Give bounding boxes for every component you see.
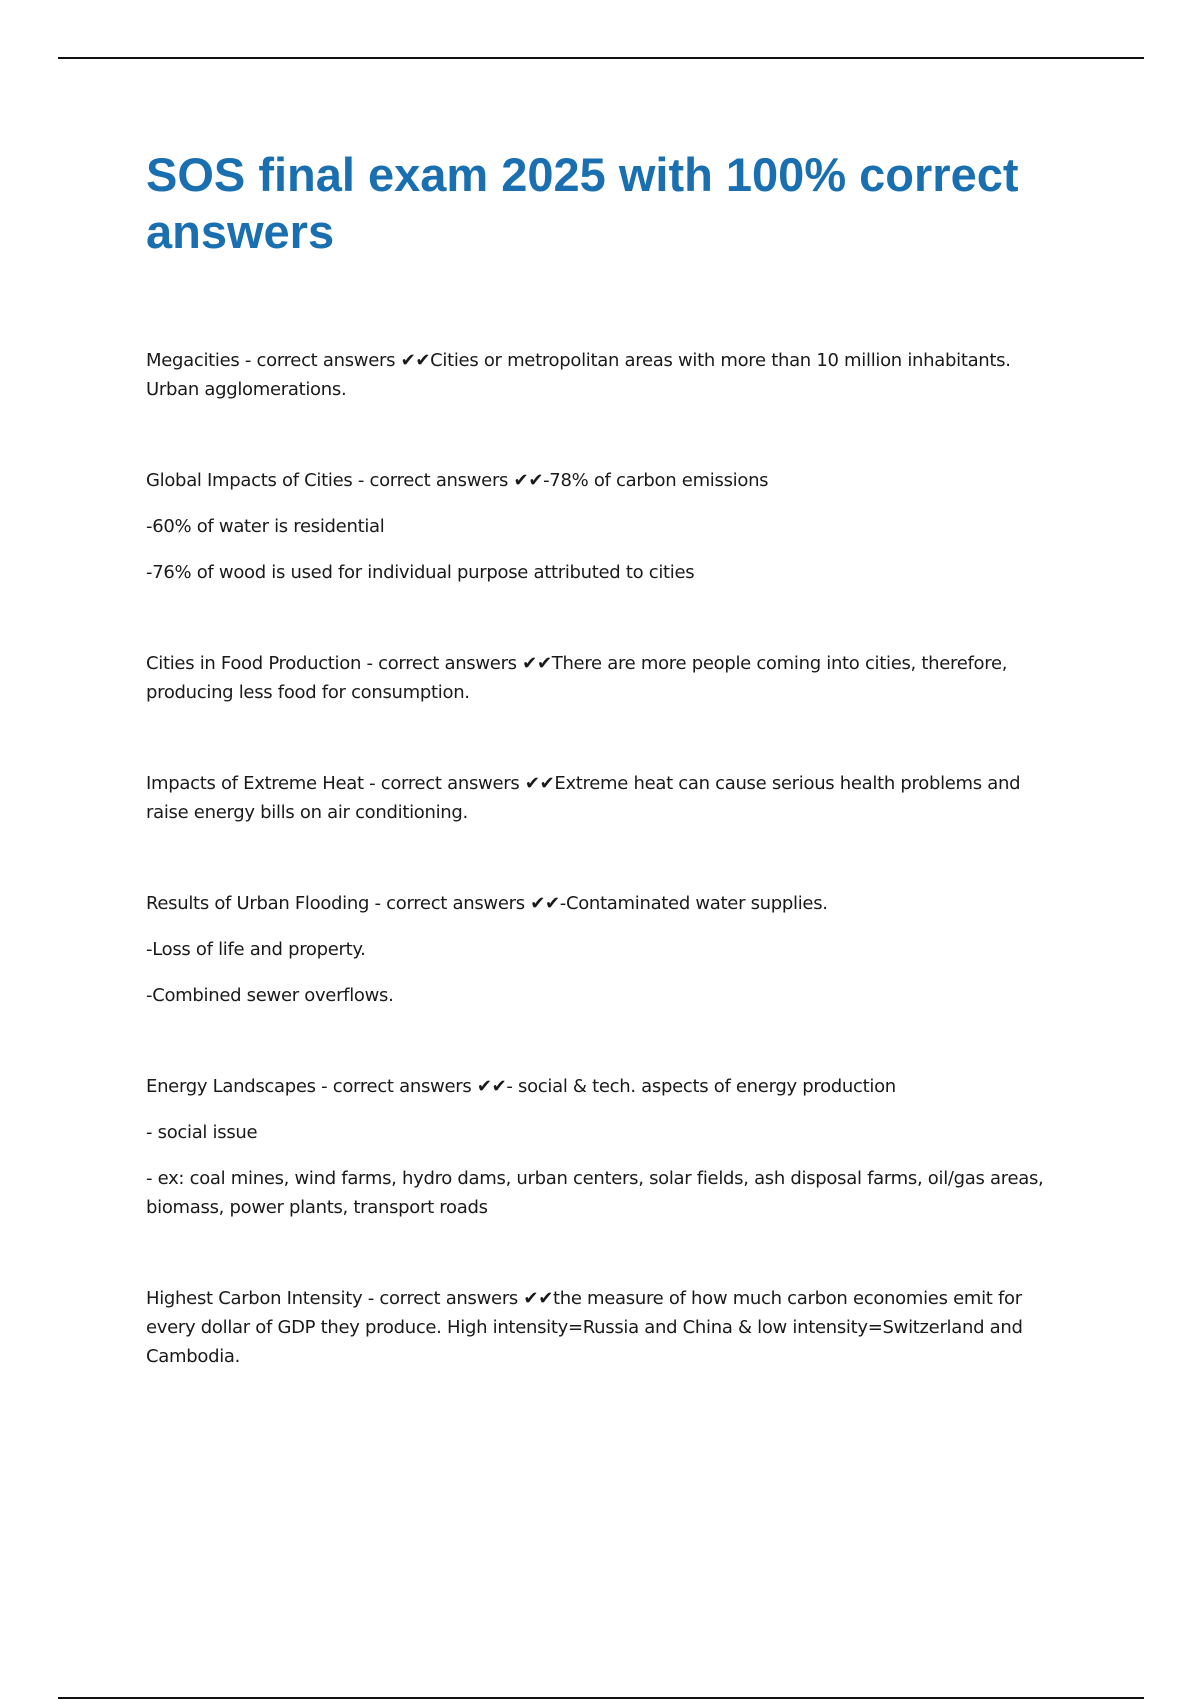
entry-results-of-urban-flooding — [146, 889, 1066, 1010]
entry-text: -76% of wood is used for individual purpose attributed to cities — [146, 562, 695, 583]
entry-megacities — [146, 346, 1066, 404]
entry-text: - social issue — [146, 1122, 258, 1143]
entry-text: -Loss of life and property. — [146, 939, 366, 960]
entry-text: Impacts of Extreme Heat - correct answers ✔✔Extreme heat can cause serious health problems and raise energy bills on air conditioning. — [146, 773, 1021, 823]
header-rule — [58, 57, 1144, 59]
entry-text: Results of Urban Flooding - correct answers ✔✔-Contaminated water supplies. — [146, 893, 828, 914]
entry-text: Global Impacts of Cities - correct answers ✔✔-78% of carbon emissions — [146, 470, 769, 491]
entry-text: Highest Carbon Intensity - correct answers ✔✔the measure of how much carbon economies emit for every dollar of GDP they produce. High intensity=Russia and China & low intensity=Switzerland and Cambodia. — [146, 1288, 1023, 1367]
entry-text: -60% of water is residential — [146, 516, 385, 537]
entry-cities-in-food-production — [146, 649, 1066, 707]
entry-text: Megacities - correct answers ✔✔Cities or metropolitan areas with more than 10 million inhabitants. Urban agglomerations. — [146, 350, 1011, 400]
document-title: SOS final exam 2025 with 100% correct answers — [146, 148, 1019, 258]
entry-text: - ex: coal mines, wind farms, hydro dams, urban centers, solar fields, ash disposal farms, oil/gas areas, biomass, power plants, transport roads — [146, 1168, 1044, 1218]
entry-global-impacts-of-cities — [146, 466, 1066, 587]
entry-energy-landscapes — [146, 1072, 1066, 1222]
entry-highest-carbon-intensity — [146, 1284, 1066, 1371]
entry-text: Cities in Food Production - correct answers ✔✔There are more people coming into cities, therefore, producing less food for consumption. — [146, 653, 1008, 703]
entry-text: -Combined sewer overflows. — [146, 985, 394, 1006]
entry-text: Energy Landscapes - correct answers ✔✔- social & tech. aspects of energy production — [146, 1076, 896, 1097]
footer-rule — [58, 1697, 1144, 1699]
entry-impacts-of-extreme-heat — [146, 769, 1066, 827]
document-body — [146, 346, 1066, 1433]
